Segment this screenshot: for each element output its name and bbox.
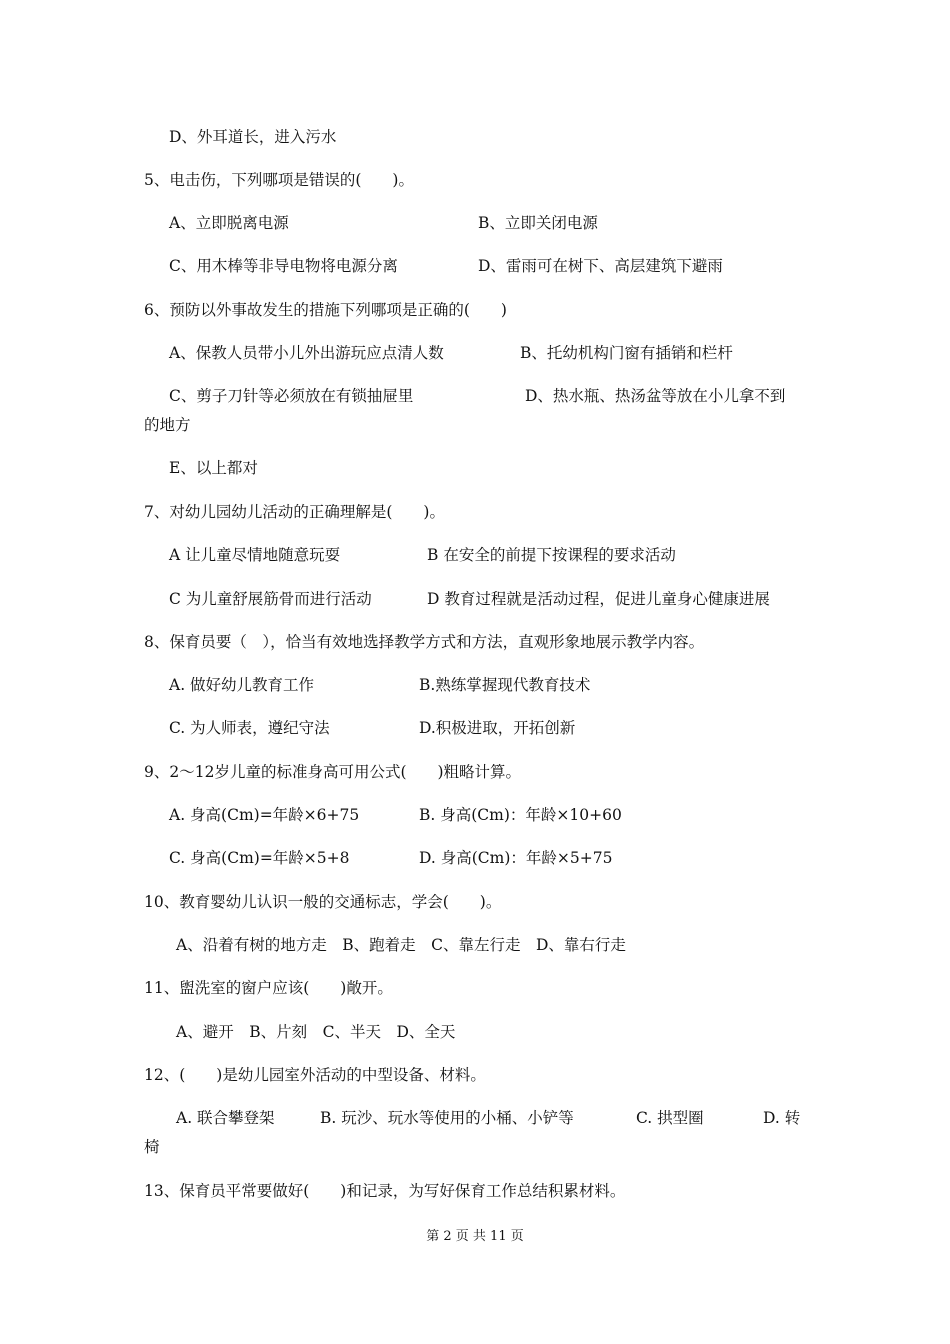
option-9c: C. 身高(Cm)=年龄×5+8	[169, 849, 350, 867]
option-12b: B. 玩沙、玩水等使用的小桶、小铲等	[320, 1109, 574, 1127]
option-12d: D. 转	[763, 1109, 801, 1127]
question-9: 9、2～12岁儿童的标准身高可用公式( )粗略计算。	[144, 763, 522, 781]
option-8c: C. 为人师表，遵纪守法	[169, 719, 330, 737]
option-5d: D、雷雨可在树下、高层建筑下避雨	[478, 257, 723, 275]
option-4d: D、外耳道长，进入污水	[169, 128, 337, 146]
question-6: 6、预防以外事故发生的措施下列哪项是正确的( )	[144, 301, 507, 319]
question-10: 10、教育婴幼儿认识一般的交通标志，学会( )。	[144, 893, 502, 911]
option-12a: A. 联合攀登架	[176, 1109, 275, 1127]
option-7b: B 在安全的前提下按课程的要求活动	[427, 546, 676, 564]
option-6c: C、剪子刀针等必须放在有锁抽屉里	[169, 387, 414, 405]
option-6d-continuation: 的地方	[144, 416, 191, 434]
option-12d-continuation: 椅	[144, 1138, 160, 1156]
option-5a: A、立即脱离电源	[169, 214, 289, 232]
question-8: 8、保育员要（ ），恰当有效地选择教学方式和方法，直观形象地展示教学内容。	[144, 633, 705, 651]
option-9b: B. 身高(Cm)：年龄×10+60	[419, 806, 622, 824]
question-13: 13、保育员平常要做好( )和记录，为写好保育工作总结积累材料。	[144, 1182, 626, 1200]
option-7c: C 为儿童舒展筋骨而进行活动	[169, 590, 372, 608]
option-8d: D.积极进取，开拓创新	[419, 719, 576, 737]
option-8b: B.熟练掌握现代教育技术	[419, 676, 591, 694]
question-11: 11、盥洗室的窗户应该( )敞开。	[144, 979, 393, 997]
option-6b: B、托幼机构门窗有插销和栏杆	[520, 344, 733, 362]
option-5b: B、立即关闭电源	[478, 214, 598, 232]
option-9a: A. 身高(Cm)=年龄×6+75	[169, 806, 360, 824]
option-6e: E、以上都对	[169, 459, 258, 477]
option-6a: A、保教人员带小儿外出游玩应点清人数	[169, 344, 444, 362]
options-11: A、避开 B、片刻 C、半天 D、全天	[176, 1023, 456, 1041]
option-12c: C. 拱型圈	[636, 1109, 704, 1127]
question-5: 5、电击伤，下列哪项是错误的( )。	[144, 171, 414, 189]
option-5c: C、用木棒等非导电物将电源分离	[169, 257, 398, 275]
question-12: 12、( )是幼儿园室外活动的中型设备、材料。	[144, 1066, 486, 1084]
option-6d: D、热水瓶、热汤盆等放在小儿拿不到	[525, 387, 786, 405]
page-footer: 第 2 页 共 11 页	[426, 1229, 524, 1244]
option-7d: D 教育过程就是活动过程，促进儿童身心健康进展	[427, 590, 770, 608]
question-7: 7、对幼儿园幼儿活动的正确理解是( )。	[144, 503, 445, 521]
options-10: A、沿着有树的地方走 B、跑着走 C、靠左行走 D、靠右行走	[176, 936, 626, 954]
option-9d: D. 身高(Cm)：年龄×5+75	[419, 849, 613, 867]
option-8a: A. 做好幼儿教育工作	[169, 676, 315, 694]
option-7a: A 让儿童尽情地随意玩耍	[169, 546, 341, 564]
